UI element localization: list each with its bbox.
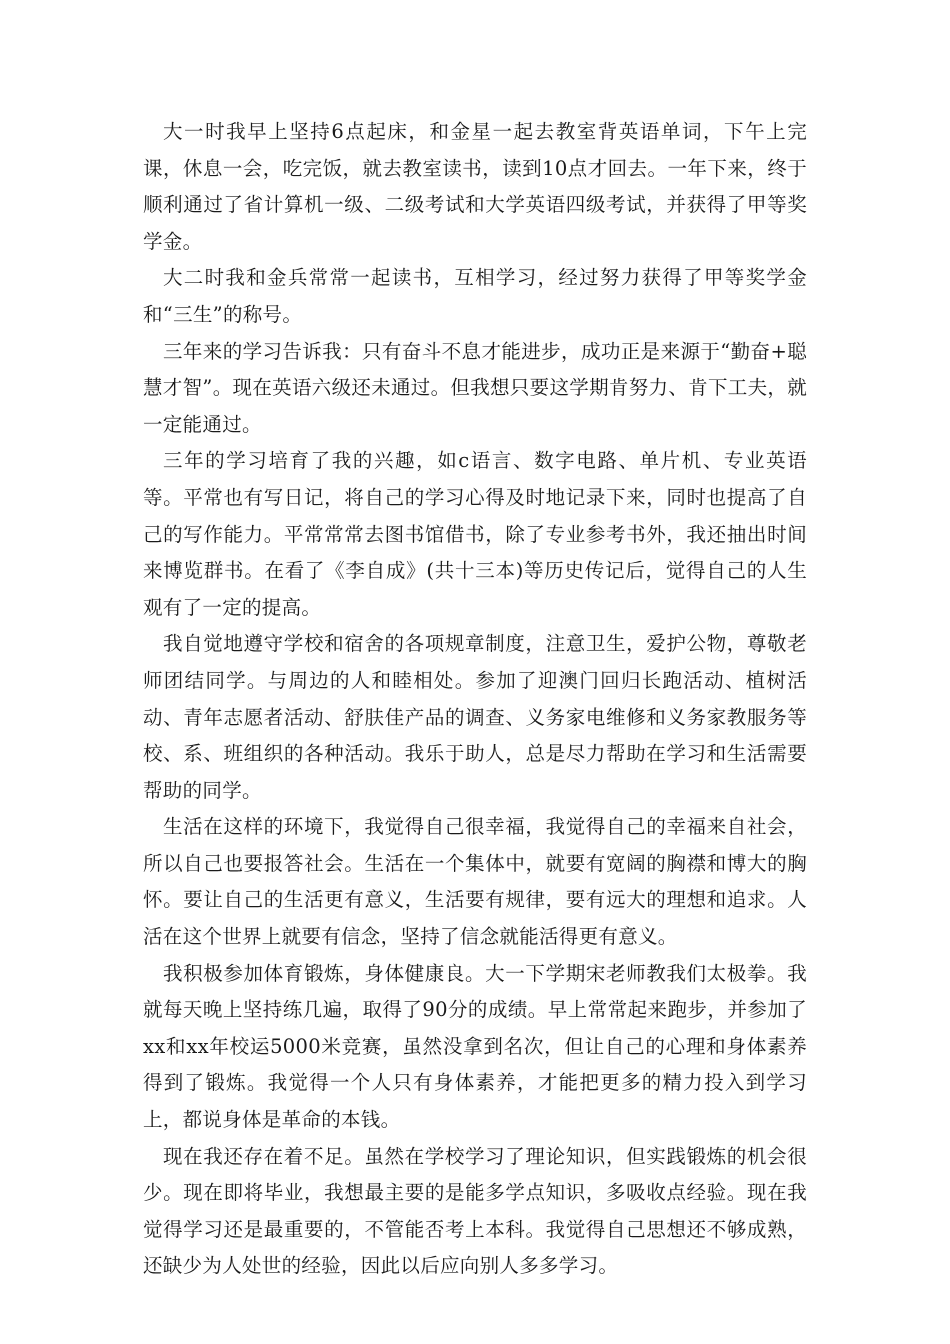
paragraph-shortcomings: 现在我还存在着不足。虽然在学校学习了理论知识，但实践锻炼的机会很少。现在即将毕业，我想最主要的是能多学点知识，多吸收点经验。现在我觉得学习还是最重要的，不管能否考上本科。我觉得自己思想还不够成熟，还缺少为人处世的经验，因此以后应向别人多多学习。 — [143, 1144, 807, 1278]
paragraph-interests: 三年的学习培育了我的兴趣，如c语言、数字电路、单片机、专业英语等。平常也有写日记，将自己的学习心得及时地记录下来，同时也提高了自己的写作能力。平常常常去图书馆借书，除了专业参考书外，我还抽出时间来博览群书。在看了《李自成》(共十三本)等历史传记后，觉得自己的人生观有了一定的提高。 — [143, 449, 807, 619]
paragraph-conduct: 我自觉地遵守学校和宿舍的各项规章制度，注意卫生，爱护公物，尊敬老师团结同学。与周边的人和睦相处。参加了迎澳门回归长跑活动、植树活动、青年志愿者活动、舒肤佳产品的调查、义务家电维修和义务家教服务等校、系、班组织的各种活动。我乐于助人，总是尽力帮助在学习和生活需要帮助的同学。 — [143, 632, 807, 802]
paragraph-study-lessons: 三年来的学习告诉我：只有奋斗不息才能进步，成功正是来源于“勤奋+聪慧才智”。现在英语六级还未通过。但我想只要这学期肯努力、肯下工夫，就一定能通过。 — [143, 339, 807, 436]
paragraph-study-freshman: 大一时我早上坚持6点起床，和金星一起去教室背英语单词，下午上完课，休息一会，吃完饭，就去教室读书，读到10点才回去。一年下来，终于顺利通过了省计算机一级、二级考试和大学英语四级考试，并获得了甲等奖学金。 — [143, 120, 807, 253]
paragraph-sports: 我积极参加体育锻炼，身体健康良。大一下学期宋老师教我们太极拳。我就每天晚上坚持练几遍，取得了90分的成绩。早上常常起来跑步，并参加了xx和xx年校运5000米竞赛，虽然没拿到名次，但让自己的心理和身体素养得到了锻炼。我觉得一个人只有身体素养，才能把更多的精力投入到学习上，都说身体是革命的本钱。 — [143, 961, 807, 1132]
paragraph-society: 生活在这样的环境下，我觉得自己很幸福，我觉得自己的幸福来自社会，所以自己也要报答社会。生活在一个集体中，就要有宽阔的胸襟和博大的胸怀。要让自己的生活更有意义，生活要有规律，要有远大的理想和追求。人活在这个世界上就要有信念，坚持了信念就能活得更有意义。 — [143, 815, 807, 949]
document-body — [143, 114, 807, 1285]
paragraph-study-sophomore: 大二时我和金兵常常一起读书，互相学习，经过努力获得了甲等奖学金和“三生”的称号。 — [143, 266, 807, 326]
